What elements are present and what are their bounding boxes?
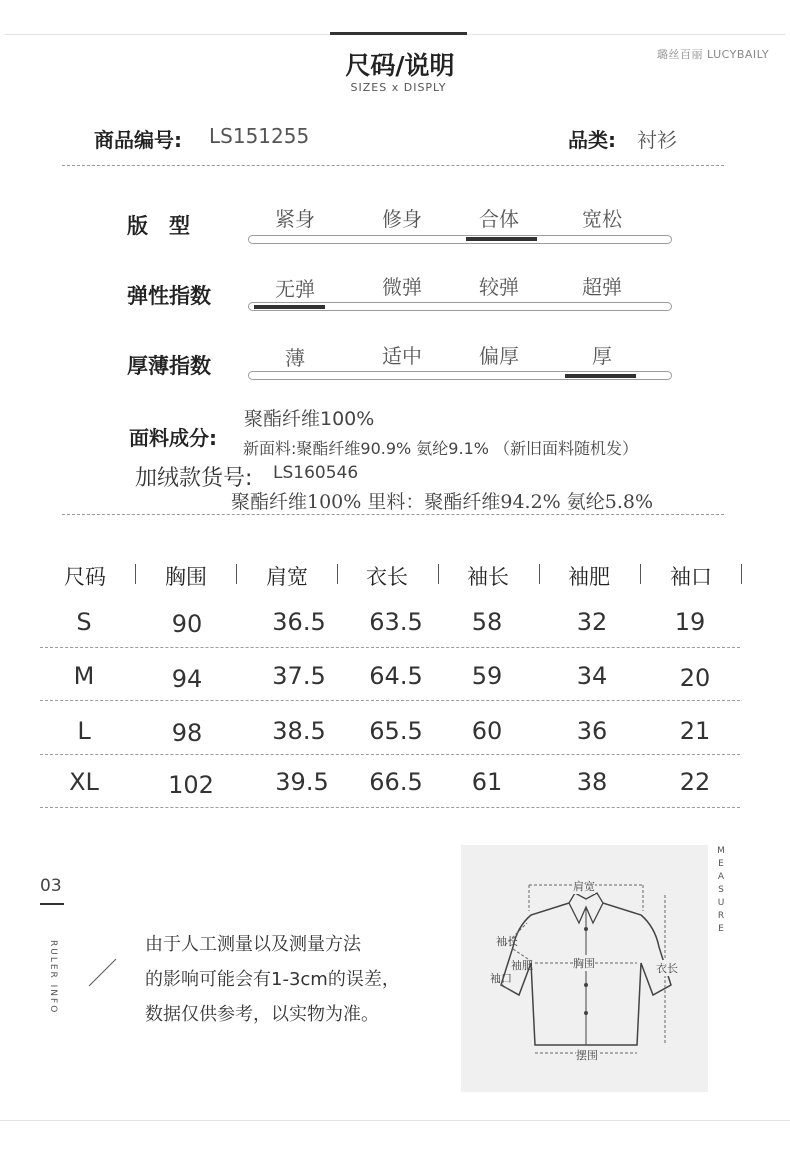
table-cell: 59 [471, 662, 503, 690]
note-line-3: 数据仅供参考，以实物为准。 [145, 1004, 379, 1025]
thickness-scale-indicator [565, 374, 636, 378]
table-cell: 19 [674, 608, 706, 636]
row-divider [40, 647, 740, 648]
velvet-code-value: LS160546 [273, 463, 359, 483]
fit-option-loose: 宽松 [582, 207, 622, 231]
table-cell: 20 [679, 664, 711, 692]
velvet-composition: 聚酯纤维100% 里料：聚酯纤维94.2% 氨纶5.8% [231, 491, 654, 513]
fit-option-regular: 合体 [479, 207, 519, 231]
fabric-composition: 聚酯纤维100% [244, 408, 375, 430]
elasticity-option-high: 超弹 [582, 275, 622, 299]
table-cell: 34 [576, 662, 608, 690]
thickness-option-medium: 适中 [382, 344, 422, 368]
table-cell: 61 [471, 768, 503, 796]
section-number: 03 [40, 876, 62, 896]
table-cell: 37.5 [272, 662, 326, 690]
diagram-label-sleeve-length: 袖长 [496, 935, 518, 948]
fit-scale-track [248, 235, 672, 244]
table-header-sleeve-length: 袖长 [467, 565, 509, 589]
diagram-label-shoulder: 肩宽 [573, 880, 595, 893]
elasticity-label: 弹性指数 [127, 284, 211, 308]
table-header-shoulder: 肩宽 [266, 565, 308, 589]
table-cell: 38.5 [272, 717, 326, 745]
elasticity-option-slight: 微弹 [382, 275, 422, 299]
table-cell: 38 [576, 768, 608, 796]
table-cell: 36.5 [272, 608, 326, 636]
table-header-length: 衣长 [366, 565, 408, 589]
table-cell: 64.5 [369, 662, 423, 690]
fabric-new-composition: 新面料:聚酯纤维90.9% 氨纶9.1% （新旧面料随机发） [243, 439, 639, 458]
table-cell: 22 [679, 768, 711, 796]
header-separator [236, 564, 237, 584]
fit-option-slim: 修身 [382, 207, 422, 231]
note-line-2: 的影响可能会有1-3cm的误差， [145, 969, 400, 990]
header-separator [135, 564, 136, 584]
table-cell: 60 [471, 717, 503, 745]
header-separator [539, 564, 540, 584]
row-divider [40, 754, 740, 755]
category-label: 品类: [568, 128, 616, 152]
table-cell: 39.5 [275, 768, 329, 796]
table-header-sleeve-width: 袖肥 [568, 565, 610, 589]
velvet-code-label: 加绒款货号: [135, 466, 253, 491]
thickness-label: 厚薄指数 [127, 354, 211, 378]
table-cell: 90 [171, 610, 203, 638]
table-header-chest: 胸围 [165, 565, 207, 589]
header-separator [640, 564, 641, 584]
table-header-size: 尺码 [64, 565, 106, 589]
page-subtitle: SIZES x DISPLY [350, 81, 447, 94]
table-header-cuff: 袖口 [670, 565, 712, 589]
row-divider [40, 700, 740, 701]
table-cell: 63.5 [369, 608, 423, 636]
fabric-label: 面料成分: [129, 426, 217, 450]
thickness-option-thick: 厚 [592, 344, 612, 368]
thickness-option-thickish: 偏厚 [479, 344, 519, 368]
brand-name: 璐丝百丽 LUCYBAILY [657, 48, 770, 61]
table-cell: 65.5 [369, 717, 423, 745]
product-code-value: LS151255 [209, 124, 310, 148]
table-cell: M [73, 662, 95, 690]
table-cell: 21 [679, 717, 711, 745]
diagram-label-sleeve-width: 袖肥 [511, 959, 533, 972]
note-line-1: 由于人工测量以及测量方法 [145, 934, 361, 955]
table-cell: S [76, 608, 92, 636]
table-cell: 32 [576, 608, 608, 636]
row-divider [40, 807, 740, 808]
category-value: 衬衫 [637, 128, 677, 152]
table-cell: L [77, 717, 91, 745]
table-cell: 58 [471, 608, 503, 636]
header-separator [741, 564, 742, 584]
fit-option-tight: 紧身 [275, 207, 315, 231]
header-separator [337, 564, 338, 584]
bottom-rule [0, 1120, 790, 1121]
measurement-diagram-panel [461, 845, 708, 1092]
section-number-underline [40, 903, 64, 905]
page-title: 尺码/说明 [345, 51, 455, 80]
elasticity-scale-indicator [254, 305, 325, 309]
table-cell: XL [69, 768, 99, 796]
table-cell: 102 [168, 771, 214, 799]
thickness-option-thin: 薄 [285, 346, 305, 370]
diagram-label-length: 衣长 [656, 962, 678, 975]
elasticity-option-medium: 较弹 [479, 275, 519, 299]
measure-label: MEASURE [716, 846, 726, 937]
ruler-info-label: RULER INFO [48, 940, 58, 1015]
diagram-label-cuff: 袖口 [490, 972, 512, 985]
fit-label: 版 型 [127, 214, 190, 238]
fit-scale-indicator [466, 237, 537, 241]
title-accent-bar [330, 32, 467, 35]
diagram-label-hem: 摆围 [576, 1049, 598, 1062]
product-code-label: 商品编号: [94, 128, 182, 152]
elasticity-option-none: 无弹 [275, 277, 315, 301]
header-separator [438, 564, 439, 584]
table-cell: 98 [171, 719, 203, 747]
table-cell: 66.5 [369, 768, 423, 796]
diagram-label-chest: 胸围 [573, 957, 595, 970]
table-cell: 94 [171, 665, 203, 693]
divider [62, 514, 724, 515]
divider [62, 165, 724, 166]
table-cell: 36 [576, 717, 608, 745]
slash-decoration [86, 957, 120, 989]
